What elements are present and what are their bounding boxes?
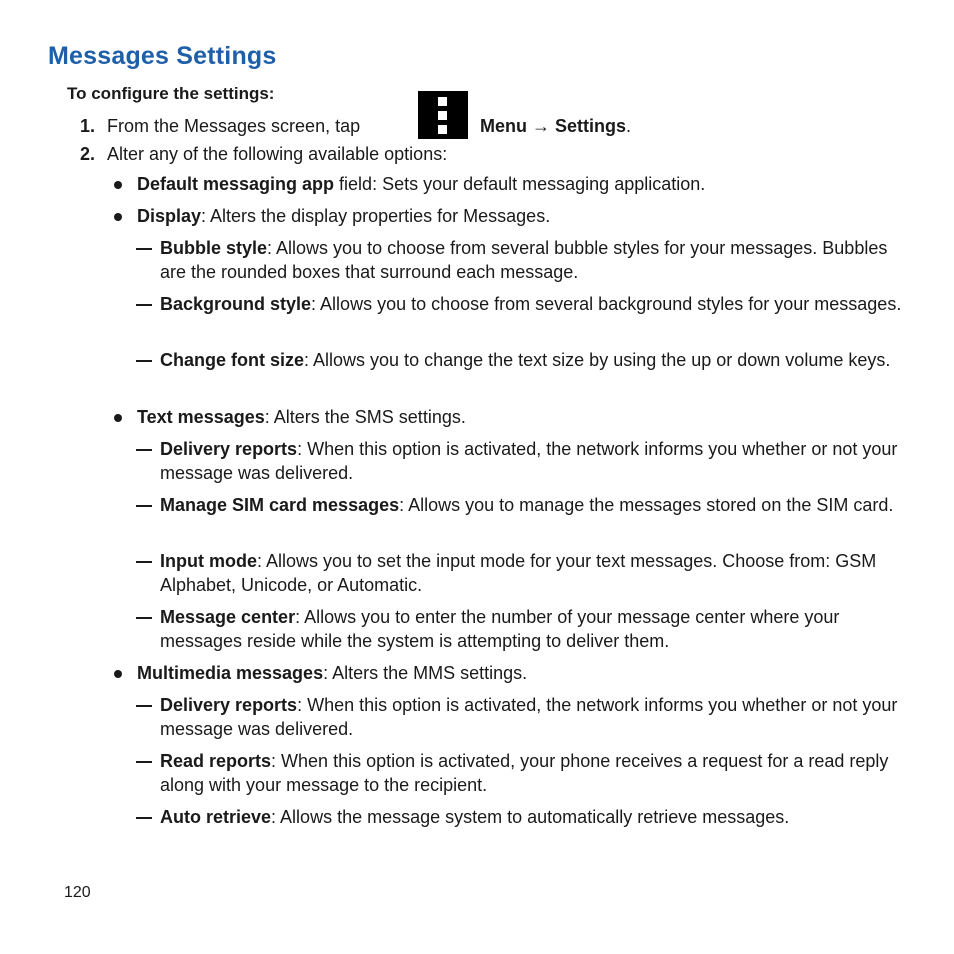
dash-icon bbox=[136, 505, 152, 507]
step-1 bbox=[80, 114, 360, 138]
bullet-display bbox=[137, 204, 917, 228]
option-read-reports bbox=[160, 749, 910, 797]
menu-path bbox=[480, 114, 631, 138]
dash-icon bbox=[136, 449, 152, 451]
step-text: From the Messages screen, tap bbox=[107, 116, 361, 136]
step-2 bbox=[80, 142, 447, 166]
option-message-center bbox=[160, 605, 910, 653]
option-label: Multimedia messages bbox=[137, 663, 324, 683]
option-text: : When this option is activated, the network informs you whether or not your message was delivered. bbox=[160, 695, 898, 739]
bullet-icon bbox=[114, 181, 122, 189]
dash-icon bbox=[136, 304, 152, 306]
option-label: Read reports bbox=[160, 751, 272, 771]
dash-icon bbox=[136, 617, 152, 619]
option-text: : Allows you to enter the number of your message center where your messages reside while the system is attempting to deliver them. bbox=[160, 607, 840, 651]
option-text: : Allows the message system to automatically retrieve messages. bbox=[271, 807, 790, 827]
dash-icon bbox=[136, 360, 152, 362]
option-label: Change font size bbox=[160, 350, 305, 370]
dash-icon bbox=[136, 761, 152, 763]
dash-icon bbox=[136, 248, 152, 250]
bullet-text-messages bbox=[137, 405, 917, 429]
option-text: : When this option is activated, your phone receives a request for a read reply along with your message to the recipient. bbox=[160, 751, 889, 795]
dash-icon bbox=[136, 817, 152, 819]
period: . bbox=[626, 116, 632, 136]
bullet-icon bbox=[114, 213, 122, 221]
option-mms-delivery-reports bbox=[160, 693, 910, 741]
option-text: : Alters the display properties for Messages. bbox=[201, 206, 551, 226]
settings-label: Settings bbox=[555, 116, 627, 136]
option-label: Delivery reports bbox=[160, 695, 298, 715]
step-text: Alter any of the following available options: bbox=[107, 144, 448, 164]
option-background-style bbox=[160, 292, 910, 316]
bullet-default-messaging-app bbox=[137, 172, 917, 196]
option-auto-retrieve bbox=[160, 805, 910, 829]
arrow-icon: → bbox=[532, 116, 551, 136]
option-text: field: Sets your default messaging application. bbox=[334, 174, 706, 194]
option-delivery-reports bbox=[160, 437, 910, 485]
option-change-font-size bbox=[160, 348, 910, 372]
option-text: : When this option is activated, the network informs you whether or not your message was delivered. bbox=[160, 439, 898, 483]
bullet-icon bbox=[114, 670, 122, 678]
option-label: Manage SIM card messages bbox=[160, 495, 400, 515]
option-text: : Allows you to choose from several background styles for your messages. bbox=[311, 294, 902, 314]
option-input-mode bbox=[160, 549, 910, 597]
bullet-multimedia-messages bbox=[137, 661, 917, 685]
option-text: : Alters the SMS settings. bbox=[264, 407, 466, 427]
option-label: Auto retrieve bbox=[160, 807, 272, 827]
step-number: 2. bbox=[80, 144, 96, 164]
option-manage-sim-card-messages bbox=[160, 493, 910, 517]
dash-icon bbox=[136, 561, 152, 563]
bullet-icon bbox=[114, 414, 122, 422]
option-bubble-style bbox=[160, 236, 910, 284]
option-label: Display bbox=[137, 206, 202, 226]
dash-icon bbox=[136, 705, 152, 707]
step-number: 1. bbox=[80, 116, 96, 136]
option-label: Bubble style bbox=[160, 238, 268, 258]
option-text: : Allows you to choose from several bubble styles for your messages. Bubbles are the rounded boxes that surround each message. bbox=[160, 238, 888, 282]
page-title: Messages Settings bbox=[48, 42, 277, 70]
option-label: Input mode bbox=[160, 551, 257, 571]
option-text: : Allows you to set the input mode for your text messages. Choose from: GSM Alphabet, Unicode, or Automatic. bbox=[160, 551, 877, 595]
option-label: Text messages bbox=[137, 407, 265, 427]
option-label: Default messaging app bbox=[137, 174, 335, 194]
menu-label: Menu bbox=[480, 116, 527, 136]
option-label: Delivery reports bbox=[160, 439, 298, 459]
option-label: Background style bbox=[160, 294, 312, 314]
option-text: : Alters the MMS settings. bbox=[323, 663, 528, 683]
section-subheading: To configure the settings: bbox=[67, 84, 275, 103]
option-text: : Allows you to manage the messages stored on the SIM card. bbox=[399, 495, 894, 515]
option-text: : Allows you to change the text size by using the up or down volume keys. bbox=[304, 350, 891, 370]
option-label: Message center bbox=[160, 607, 296, 627]
menu-icon bbox=[418, 91, 468, 139]
page-number: 120 bbox=[64, 884, 91, 901]
